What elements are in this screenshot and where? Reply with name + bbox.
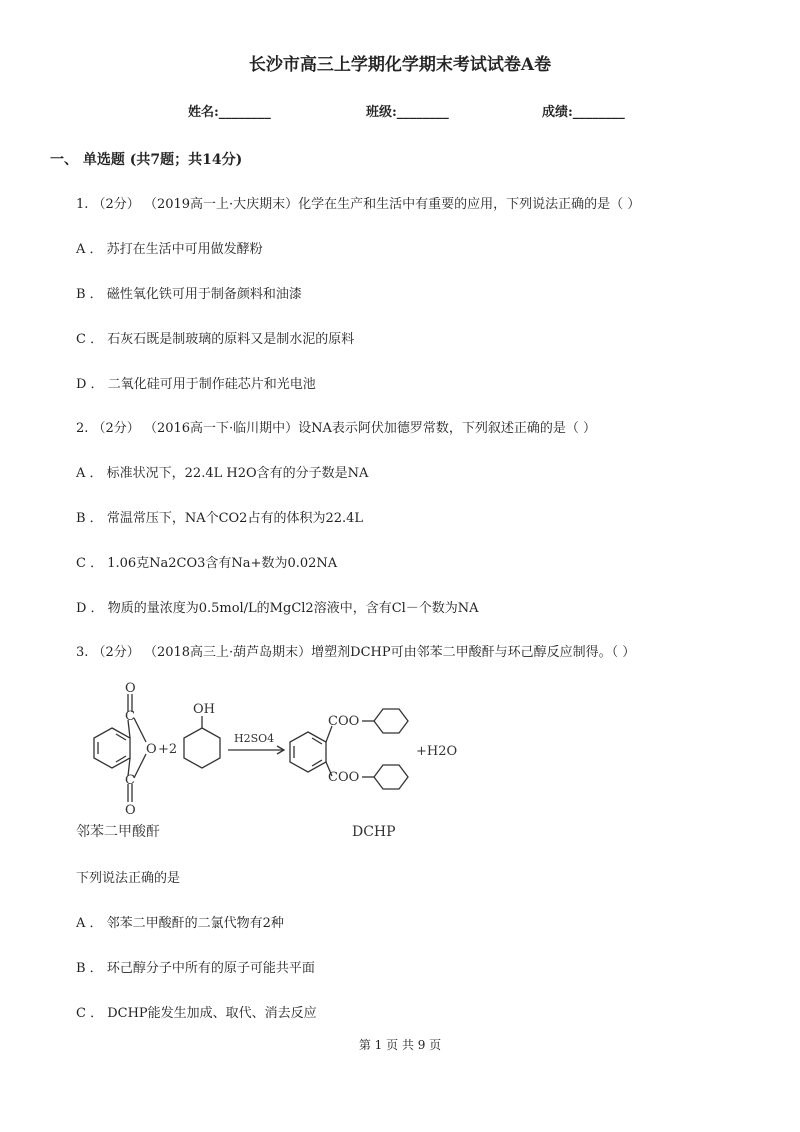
score-field-label: 成绩:________ [542, 105, 625, 120]
name-field-label: 姓名:________ [188, 105, 271, 120]
question-3-stem: 3. （2分） （2018高三上·葫芦岛期末）增塑剂DCHP可由邻苯二甲酸酐与环己醇反应制得。（ ） [76, 645, 636, 660]
question-2-stem: 2. （2分） （2016高一下·临川期中）设NA表示阿伏加德罗常数，下列叙述正确的是（ ） [76, 421, 597, 436]
product-name-label: DCHP [352, 824, 396, 840]
question-3-option-a: A ． 邻苯二甲酸酐的二氯代物有2种 [76, 916, 284, 931]
section-heading: 一、 单选题 (共7题；共14分) [50, 152, 243, 168]
question-2-option-b: B ． 常温常压下，NA个CO2占有的体积为22.4L [76, 511, 364, 526]
question-2-option-c: C ． 1.06克Na2CO3含有Na+数为0.02NA [76, 556, 338, 571]
ring-oxygen-label: O [146, 742, 157, 757]
ester-group-bottom-label: COO [328, 770, 360, 785]
question-1-option-a: A ． 苏打在生活中可用做发酵粉 [76, 242, 263, 257]
question-3-option-c: C ． DCHP能发生加成、取代、消去反应 [76, 1006, 317, 1021]
page-title: 长沙市高三上学期化学期末考试试卷A卷 [248, 55, 552, 75]
question-1-option-c: C ． 石灰石既是制玻璃的原料又是制水泥的原料 [76, 332, 355, 347]
carbonyl-carbon-top-label: C [125, 709, 135, 724]
hydroxyl-label: OH [193, 702, 215, 717]
carbonyl-oxygen-top-label: O [125, 681, 136, 696]
coefficient-label: +2 [158, 742, 178, 757]
question-1-stem: 1. （2分） （2019高一上·大庆期末）化学在生产和生活中有重要的应用，下列说法正确的是（ ） [76, 197, 641, 212]
class-field-label: 班级:________ [366, 105, 449, 120]
question-2-option-d: D ． 物质的量浓度为0.5mol/L的MgCl2溶液中，含有Cl－个数为NA [76, 601, 479, 616]
reaction-scheme-figure [70, 680, 490, 850]
carbonyl-oxygen-bottom-label: O [125, 803, 136, 818]
ester-group-top-label: COO [328, 714, 360, 729]
question-1-option-d: D ． 二氧化硅可用于制作硅芯片和光电池 [76, 377, 316, 392]
carbonyl-carbon-bottom-label: C [125, 773, 135, 788]
page-footer: 第 1 页 共 9 页 [358, 1038, 442, 1052]
question-3-subprompt: 下列说法正确的是 [76, 871, 181, 886]
question-3-option-b: B ． 环己醇分子中所有的原子可能共平面 [76, 961, 315, 976]
catalyst-label: H2SO4 [234, 732, 275, 745]
reactant-name-label: 邻苯二甲酸酐 [76, 824, 160, 840]
question-1-option-b: B ． 磁性氧化铁可用于制备颜料和油漆 [76, 287, 302, 302]
question-2-option-a: A ． 标准状况下，22.4L H2O含有的分子数是NA [76, 466, 369, 481]
water-product-label: +H2O [416, 744, 458, 759]
